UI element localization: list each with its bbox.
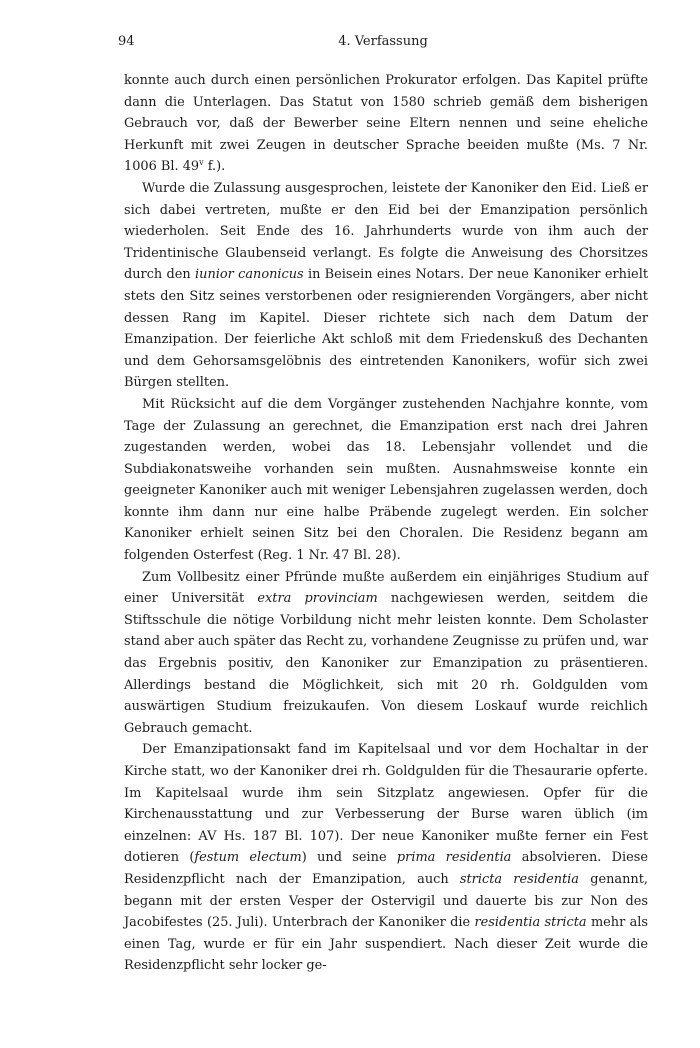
text-run: ) und seine bbox=[301, 850, 397, 866]
latin-term: festum electum bbox=[194, 850, 302, 866]
latin-term: stricta residentia bbox=[459, 871, 579, 887]
text-run: Wurde die Zulassung ausgesprochen, leistete der Kanoniker den Eid. Ließ er sich dabei vertreten, mußte er den Eid bei der Emanzipation persönlich wiederholen. Seit Ende des 16. Jahrhunderts wurde von ihm auch der Tridentinische Glaubenseid verlangt. Es folgte die Anweisung des Chorsitzes durch den bbox=[124, 180, 648, 283]
text-run: konnte auch durch einen persönlichen Prokurator erfolgen. Das Kapitel prüfte dann die Unterlagen. Das Statut von 1580 schrieb gemäß dem bisherigen Gebrauch vor, daß der Bewerber seine Eltern nennen und seine eheliche Herkunft mit zwei Zeugen in deutscher Sprache beeiden mußte (Ms. 7 Nr. 1006 Bl. 49 bbox=[124, 73, 648, 175]
body-text bbox=[124, 70, 648, 977]
text-run: absolvieren. Diese Residenzpflicht nach der Emanzipation, auch bbox=[124, 850, 649, 887]
page-number: 94 bbox=[118, 34, 135, 49]
latin-term: prima residentia bbox=[396, 850, 512, 866]
text-run: f.). bbox=[203, 159, 226, 175]
running-head: 4. Verfassung bbox=[338, 34, 428, 49]
paragraph-p2 bbox=[124, 178, 648, 394]
latin-term: iunior canonicus bbox=[195, 267, 304, 283]
superscript: v bbox=[199, 158, 204, 168]
latin-term: extra provinciam bbox=[257, 591, 378, 607]
paragraph-p3 bbox=[124, 394, 648, 567]
page-header bbox=[118, 34, 648, 54]
text-run: nachgewiesen werden, seitdem die Stiftsschule die nötige Vorbildung nicht mehr leisten konnte. Dem Scholaster stand aber auch später das Recht zu, vorhandene Zeugnisse zu prüfen und, war das Ergebnis positiv, den Kanoniker zur Emanzipation zu präsentieren. Allerdings bestand die Möglichkeit, sich mit 20 rh. Goldgulden vom auswärtigen Studium freizukaufen. Von diesem Loskauf wurde reichlich Gebrauch gemacht. bbox=[124, 591, 648, 736]
text-run: in Beisein eines Notars. Der neue Kanoniker erhielt stets den Sitz seines verstorbenen oder resignierenden Vorgängers, aber nicht dessen Rang im Kapitel. Dieser richtete sich nach dem Datum der Emanzipation. Der feierliche Akt schloß mit dem Friedenskuß des Dechanten und dem Gehorsamsgelöbnis des eintretenden Kanonikers, wofür sich zwei Bürgen stellten. bbox=[124, 267, 648, 391]
text-run: Mit Rücksicht auf die dem Vorgänger zustehenden Nachjahre konnte, vom Tage der Zulassung an gerechnet, die Emanzipation erst nach drei Jahren zugestanden werden, wobei das 18. Lebensjahr vollendet und die Subdiakonatsweihe vorhanden sein mußten. Ausnahmsweise konnte ein geeigneter Kanoniker auch mit weniger Lebensjahren zugelassen werden, doch konnte ihm dann nur eine halbe Präbende zugelegt werden. Ein solcher Kanoniker erhielt seinen Sitz bei den Choralen. Die Residenz begann am folgenden Osterfest (Reg. 1 Nr. 47 Bl. 28). bbox=[124, 396, 648, 564]
latin-term: residentia stricta bbox=[474, 915, 587, 931]
text-run: genannt, begann mit der ersten Vesper der Ostervigil und dauerte bis zur Non des Jacobifestes (25. Juli). Unterbrach der Kanoniker die bbox=[124, 871, 648, 931]
paragraph-p1 bbox=[124, 70, 648, 178]
text-run: mehr als einen Tag, wurde er für ein Jahr suspendiert. Nach dieser Zeit wurde die Residenzpflicht sehr locker ge- bbox=[124, 915, 648, 974]
paragraph-p5 bbox=[124, 739, 648, 977]
text-run: Der Emanzipationsakt fand im Kapitelsaal und vor dem Hochaltar in der Kirche statt, wo der Kanoniker drei rh. Goldgulden für die Thesaurarie opferte. Im Kapitelsaal wurde ihm sein Sitzplatz angewiesen. Opfer für die Kirchenausstattung und zur Verbesserung der Burse waren üblich (im einzelnen: AV Hs. 187 Bl. 107). Der neue Kanoniker mußte ferner ein Fest dotieren ( bbox=[124, 742, 648, 866]
text-run: Zum Vollbesitz einer Pfründe mußte außerdem ein einjähriges Studium auf einer Universität bbox=[124, 569, 648, 607]
paragraph-p4 bbox=[124, 567, 648, 740]
